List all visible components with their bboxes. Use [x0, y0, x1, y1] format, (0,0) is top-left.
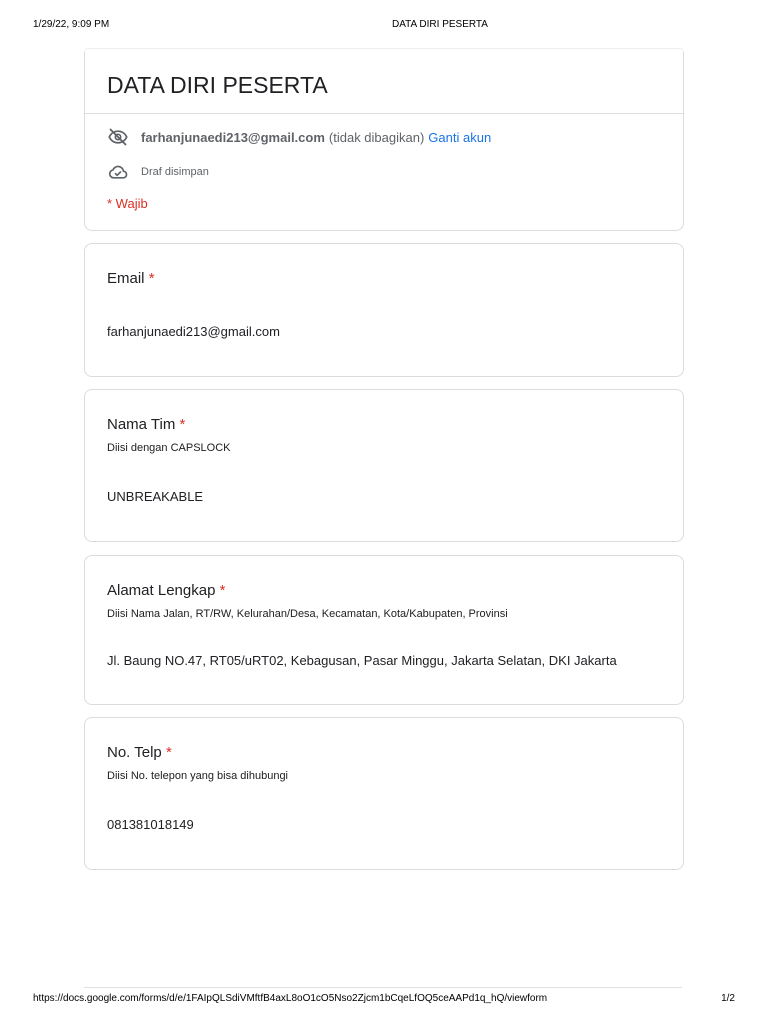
- print-datetime: 1/29/22, 9:09 PM: [33, 19, 110, 30]
- question-card-email: [84, 243, 684, 377]
- question-answer: UNBREAKABLE: [107, 489, 204, 504]
- question-title-text: Nama Tim: [107, 416, 176, 433]
- footer-divider: [84, 987, 682, 988]
- required-asterisk: *: [148, 270, 155, 287]
- question-answer: 081381018149: [107, 817, 194, 832]
- print-page-title: DATA DIRI PESERTA: [392, 19, 488, 30]
- question-answer: Jl. Baung NO.47, RT05/uRT02, Kebagusan, Pasar Minggu, Jakarta Selatan, DKI Jakarta: [107, 653, 617, 668]
- draft-status-row: [107, 161, 209, 183]
- eye-off-icon: [107, 126, 129, 148]
- form-header-card: [84, 52, 684, 231]
- question-title: [107, 416, 185, 433]
- required-asterisk: *: [165, 744, 172, 761]
- cloud-check-icon: [107, 161, 129, 183]
- question-answer: farhanjunaedi213@gmail.com: [107, 324, 280, 339]
- question-description: Diisi dengan CAPSLOCK: [107, 442, 231, 454]
- form-title: DATA DIRI PESERTA: [107, 72, 328, 98]
- required-asterisk: *: [179, 416, 186, 433]
- switch-account-link[interactable]: Ganti akun: [428, 129, 492, 145]
- account-row: [107, 126, 491, 148]
- question-title: [107, 744, 172, 761]
- not-shared-label: (tidak dibagikan): [328, 129, 425, 145]
- print-url: https://docs.google.com/forms/d/e/1FAIpQLSdiVMftfB4axL8oO1cO5Nso2Zjcm1bCqeLfOQ5ceAAPd1q_hQ/viewform: [33, 993, 548, 1004]
- account-email: farhanjunaedi213@gmail.com: [141, 129, 325, 145]
- draft-status-text: Draf disimpan: [141, 166, 209, 178]
- question-title-text: Email: [107, 270, 145, 287]
- required-asterisk: *: [219, 582, 226, 599]
- print-header: [0, 19, 768, 33]
- question-title-text: Alamat Lengkap: [107, 582, 216, 599]
- question-card-phone: [84, 717, 684, 870]
- question-title-text: No. Telp: [107, 744, 162, 761]
- question-card-team-name: [84, 389, 684, 542]
- print-page-number: 1/2: [721, 993, 735, 1004]
- required-note: * Wajib: [107, 196, 148, 211]
- question-title: [107, 270, 155, 287]
- header-divider: [85, 113, 683, 114]
- question-title: [107, 582, 225, 599]
- question-card-address: [84, 555, 684, 705]
- question-description: Diisi Nama Jalan, RT/RW, Kelurahan/Desa, Kecamatan, Kota/Kabupaten, Provinsi: [107, 608, 508, 620]
- question-description: Diisi No. telepon yang bisa dihubungi: [107, 770, 289, 782]
